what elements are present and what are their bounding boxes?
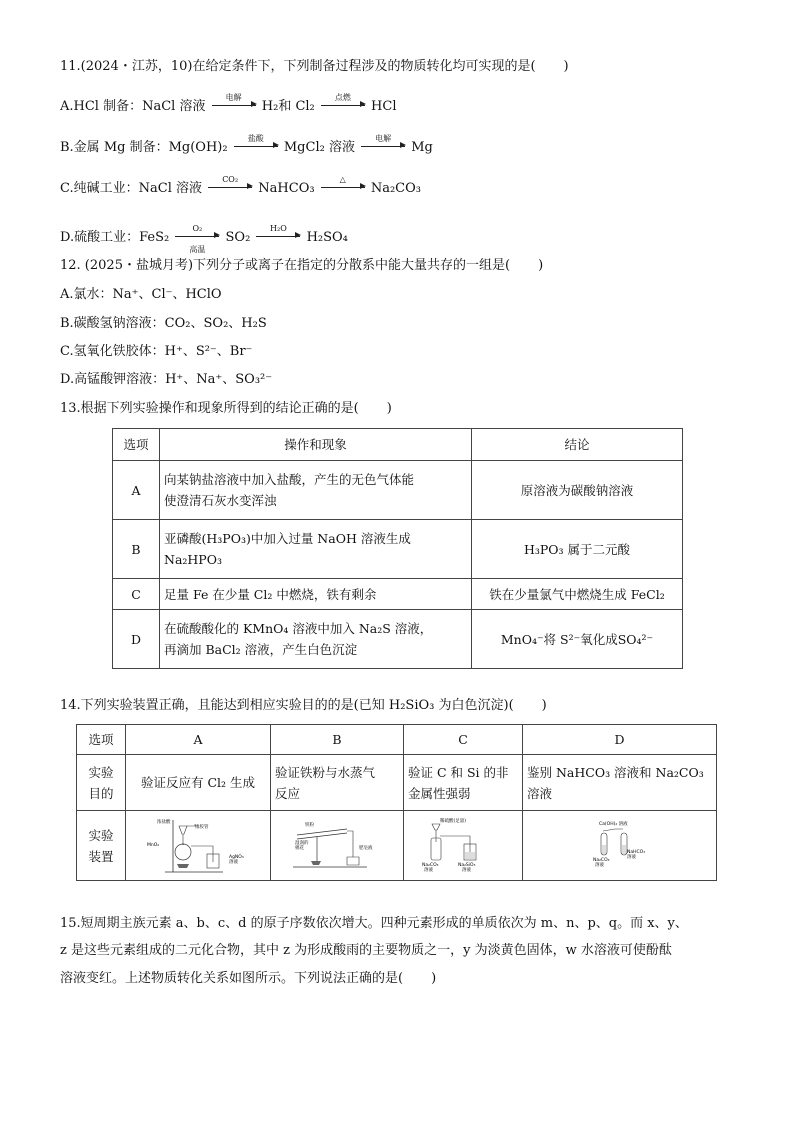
svg-text:溶液: 溶液	[229, 859, 238, 865]
iron-steam-apparatus	[287, 817, 387, 875]
q12-option-b: B.碳酸氢钠溶液：CO₂、SO₂、H₂S	[60, 316, 267, 331]
q12-option-c: C.氢氧化铁胶体：H⁺、S²⁻、Br⁻	[60, 344, 253, 359]
table-header: B	[271, 725, 404, 755]
reaction-arrow: H₂O	[256, 238, 300, 241]
svg-text:MnO₂: MnO₂	[147, 842, 160, 848]
q15-line-1: 15.短周期主族元素 a、b、c、d 的原子序数依次增大。四种元素形成的单质依次为 m、n、p、q。而 x、y、	[60, 916, 688, 931]
svg-text:Na₂CO₃: Na₂CO₃	[422, 862, 439, 868]
q15-line-2: z 是这些元素组成的二元化合物，其中 z 为形成酸雨的主要物质之一，y 为淡黄色固体，w 水溶液可使酚酞	[60, 943, 672, 958]
svg-text:溶液: 溶液	[462, 867, 471, 873]
svg-text:AgNO₃: AgNO₃	[229, 854, 244, 860]
svg-text:溶液: 溶液	[626, 854, 636, 860]
table-row: C 足量 Fe 在少量 Cl₂ 中燃烧，铁有剩余 铁在少量氯气中燃烧生成 FeCl₂	[113, 579, 683, 610]
q11-stem: 11.(2024・江苏，10)在给定条件下，下列制备过程涉及的物质转化均可实现的是( )	[60, 59, 569, 74]
reaction-arrow: △	[321, 189, 365, 192]
test-tube-identification-apparatus	[565, 817, 675, 875]
q13-stem: 13.根据下列实验操作和现象所得到的结论正确的是( )	[60, 401, 392, 416]
table-row: 实验 目的 验证反应有 Cl₂ 生成 验证铁粉与水蒸气 反应 验证 C 和 Si 的非 金属性强弱 鉴别 NaHCO₃ 溶液和 Na₂CO₃ 溶液	[77, 755, 717, 811]
svg-text:湿润的: 湿润的	[295, 840, 309, 846]
table-header: 选项	[77, 725, 126, 755]
q11-option-c: C.纯碱工业：NaCl 溶液 CO₂ NaHCO₃ △ Na₂CO₃	[60, 175, 421, 196]
reaction-arrow: 点燃	[321, 107, 365, 110]
svg-text:棉花: 棉花	[295, 845, 304, 851]
c-si-nonmetal-apparatus	[418, 816, 508, 876]
svg-text:溶液: 溶液	[594, 862, 604, 868]
svg-text:溶液: 溶液	[424, 867, 433, 873]
table-header: D	[523, 725, 717, 755]
q11-option-d: D.硫酸工业：FeS₂ O₂ 高温 SO₂ H₂O H₂SO₄	[60, 224, 348, 254]
reaction-arrow: 盐酸	[234, 148, 278, 151]
table-header: 结论	[472, 429, 683, 461]
svg-text:肥皂液: 肥皂液	[359, 845, 373, 851]
table-header: 操作和现象	[160, 429, 472, 461]
svg-text:NaHCO₃: NaHCO₃	[626, 849, 645, 855]
q11-option-a: A.HCl 制备：NaCl 溶液 电解 H₂和 Cl₂ 点燃 HCl	[60, 93, 397, 114]
table-row: A 向某钠盐溶液中加入盐酸，产生的无色气体能 使澄清石灰水变浑浊 原溶液为碳酸钠溶液	[113, 461, 683, 520]
table-header: C	[404, 725, 523, 755]
q12-option-a: A.氯水：Na⁺、Cl⁻、HClO	[60, 287, 222, 302]
q12-option-d: D.高锰酸钾溶液：H⁺、Na⁺、SO₃²⁻	[60, 372, 273, 387]
svg-text:稀硫酸(足量): 稀硫酸(足量)	[440, 818, 467, 824]
reaction-arrow: 电解	[212, 107, 256, 110]
q11-option-b: B.金属 Mg 制备：Mg(OH)₂ 盐酸 MgCl₂ 溶液 电解 Mg	[60, 134, 433, 155]
table-header: 选项	[113, 429, 160, 461]
q14-stem: 14.下列实验装置正确，且能达到相应实验目的的是(已知 H₂SiO₃ 为白色沉淀)( )	[60, 698, 547, 713]
q14-table	[76, 724, 717, 881]
q13-table	[112, 428, 683, 669]
reaction-arrow: 电解	[361, 148, 405, 151]
reaction-arrow: O₂ 高温	[175, 238, 219, 241]
svg-text:Na₂CO₃: Na₂CO₃	[592, 857, 609, 863]
svg-text:橡胶管: 橡胶管	[195, 824, 209, 830]
table-row: 实验 装置 浓盐酸 橡胶管 MnO₂ AgNO₃ 溶液 铁粉 湿润的 棉花 肥皂液 稀硫酸(足量) Na₂CO₃ 溶液 Na₂SiO₃ 溶液 Ca(OH)₂ 溶液 Na₂CO₃ 溶液 NaHCO₃ 溶液	[77, 811, 717, 881]
svg-text:Ca(OH)₂ 溶液: Ca(OH)₂ 溶液	[598, 821, 628, 827]
svg-text:铁粉: 铁粉	[305, 822, 314, 828]
svg-text:Na₂SiO₃: Na₂SiO₃	[458, 862, 476, 868]
table-row: D 在硫酸酸化的 KMnO₄ 溶液中加入 Na₂S 溶液， 再滴加 BaCl₂ 溶液，产生白色沉淀 MnO₄⁻将 S²⁻氧化成SO₄²⁻	[113, 610, 683, 669]
q12-stem: 12. (2025・盐城月考)下列分子或离子在指定的分散系中能大量共存的一组是( )	[60, 258, 544, 273]
chlorine-generator-apparatus	[143, 816, 253, 876]
reaction-arrow: CO₂	[208, 189, 252, 192]
svg-text:浓盐酸: 浓盐酸	[157, 819, 171, 825]
table-row: B 亚磷酸(H₃PO₃)中加入过量 NaOH 溶液生成 Na₂HPO₃ H₃PO₃ 属于二元酸	[113, 520, 683, 579]
q15-line-3: 溶液变红。上述物质转化关系如图所示。下列说法正确的是( )	[60, 971, 437, 986]
table-header: A	[126, 725, 271, 755]
